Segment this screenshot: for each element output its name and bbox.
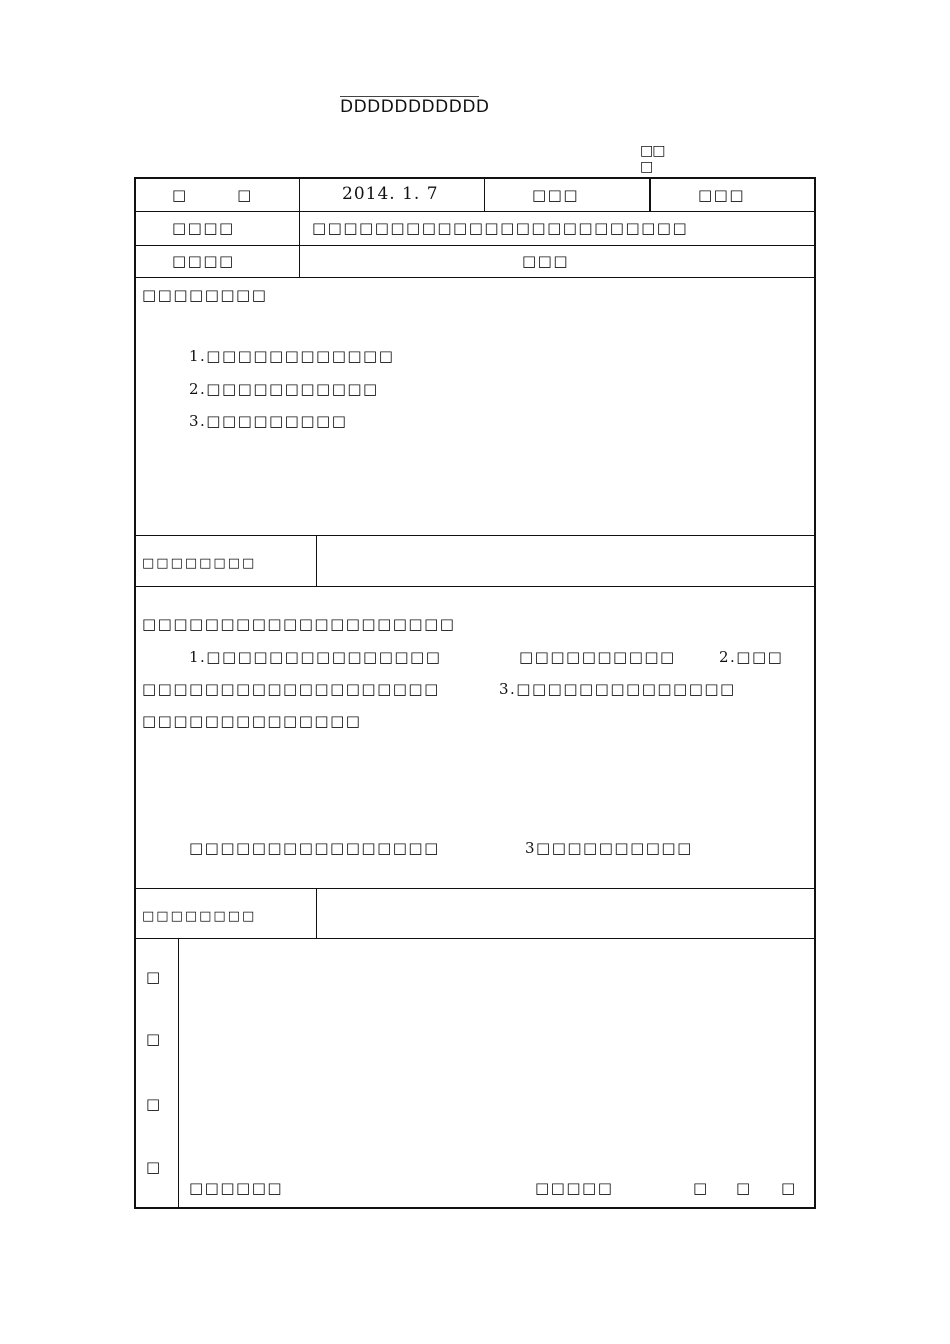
leader-value: □□□ [522,252,570,270]
review-sign-label: □□□□□□ [189,1179,284,1197]
review-side-char: □ [146,1030,162,1048]
section2-line2-b: 3.□□□□□□□□□□□□□□ [499,680,736,698]
corner-mark: □□□ [640,143,665,175]
col-divider [178,938,179,1207]
row-divider [136,586,814,587]
row-divider [136,888,814,889]
section1-heading: □□□□□□□□ [142,286,268,304]
section2-bottom-b: 3□□□□□□□□□□ [525,839,693,857]
sign-row1-label: □□□□□□□□ [142,556,257,571]
row-divider [136,535,814,536]
col-divider [316,888,317,938]
sign-row2-label: □□□□□□□□ [142,909,257,924]
review-month: □ [736,1179,752,1197]
review-day: □ [781,1179,797,1197]
section1-item: 1.□□□□□□□□□□□□ [189,347,395,365]
leader-label: □□□□ [172,252,235,270]
review-year: □ [693,1179,709,1197]
col-divider [316,535,317,586]
section2-line1-c: 2.□□□ [719,648,784,666]
section2-line2-a: □□□□□□□□□□□□□□□□□□□ [142,680,440,698]
review-date-label: □□□□□ [535,1179,614,1197]
section1-item: 3.□□□□□□□□□ [189,412,348,430]
review-side-char: □ [146,1095,162,1113]
topic-value: □□□□□□□□□□□□□□□□□□□□□□□□ [312,219,689,237]
date-value: 2014. 1. 7 [342,184,439,204]
col-divider [484,179,485,211]
review-side-char: □ [146,1158,162,1176]
info-cell-3: □□□ [532,186,580,204]
row-divider [136,211,814,212]
col-divider [649,179,651,211]
review-side-char: □ [146,968,162,986]
section2-bottom-a: □□□□□□□□□□□□□□□□ [189,839,440,857]
section2-line3: □□□□□□□□□□□□□□ [142,712,362,730]
form-table [134,177,816,1209]
section2-line1-b: □□□□□□□□□□ [519,648,676,666]
info-cell-4: □□□ [698,186,746,204]
section1-item: 2.□□□□□□□□□□□ [189,380,379,398]
col-divider [299,179,300,277]
section2-heading: □□□□□□□□□□□□□□□□□□□□ [142,615,456,633]
topic-label: □□□□ [172,219,235,237]
document-code: DDDDDDDDDDD [340,97,490,117]
section2-line1-a: 1.□□□□□□□□□□□□□□□ [189,648,442,666]
row-divider [136,938,814,939]
date-label: □ □ [172,186,253,204]
row-divider [136,277,814,278]
row-divider [136,245,814,246]
